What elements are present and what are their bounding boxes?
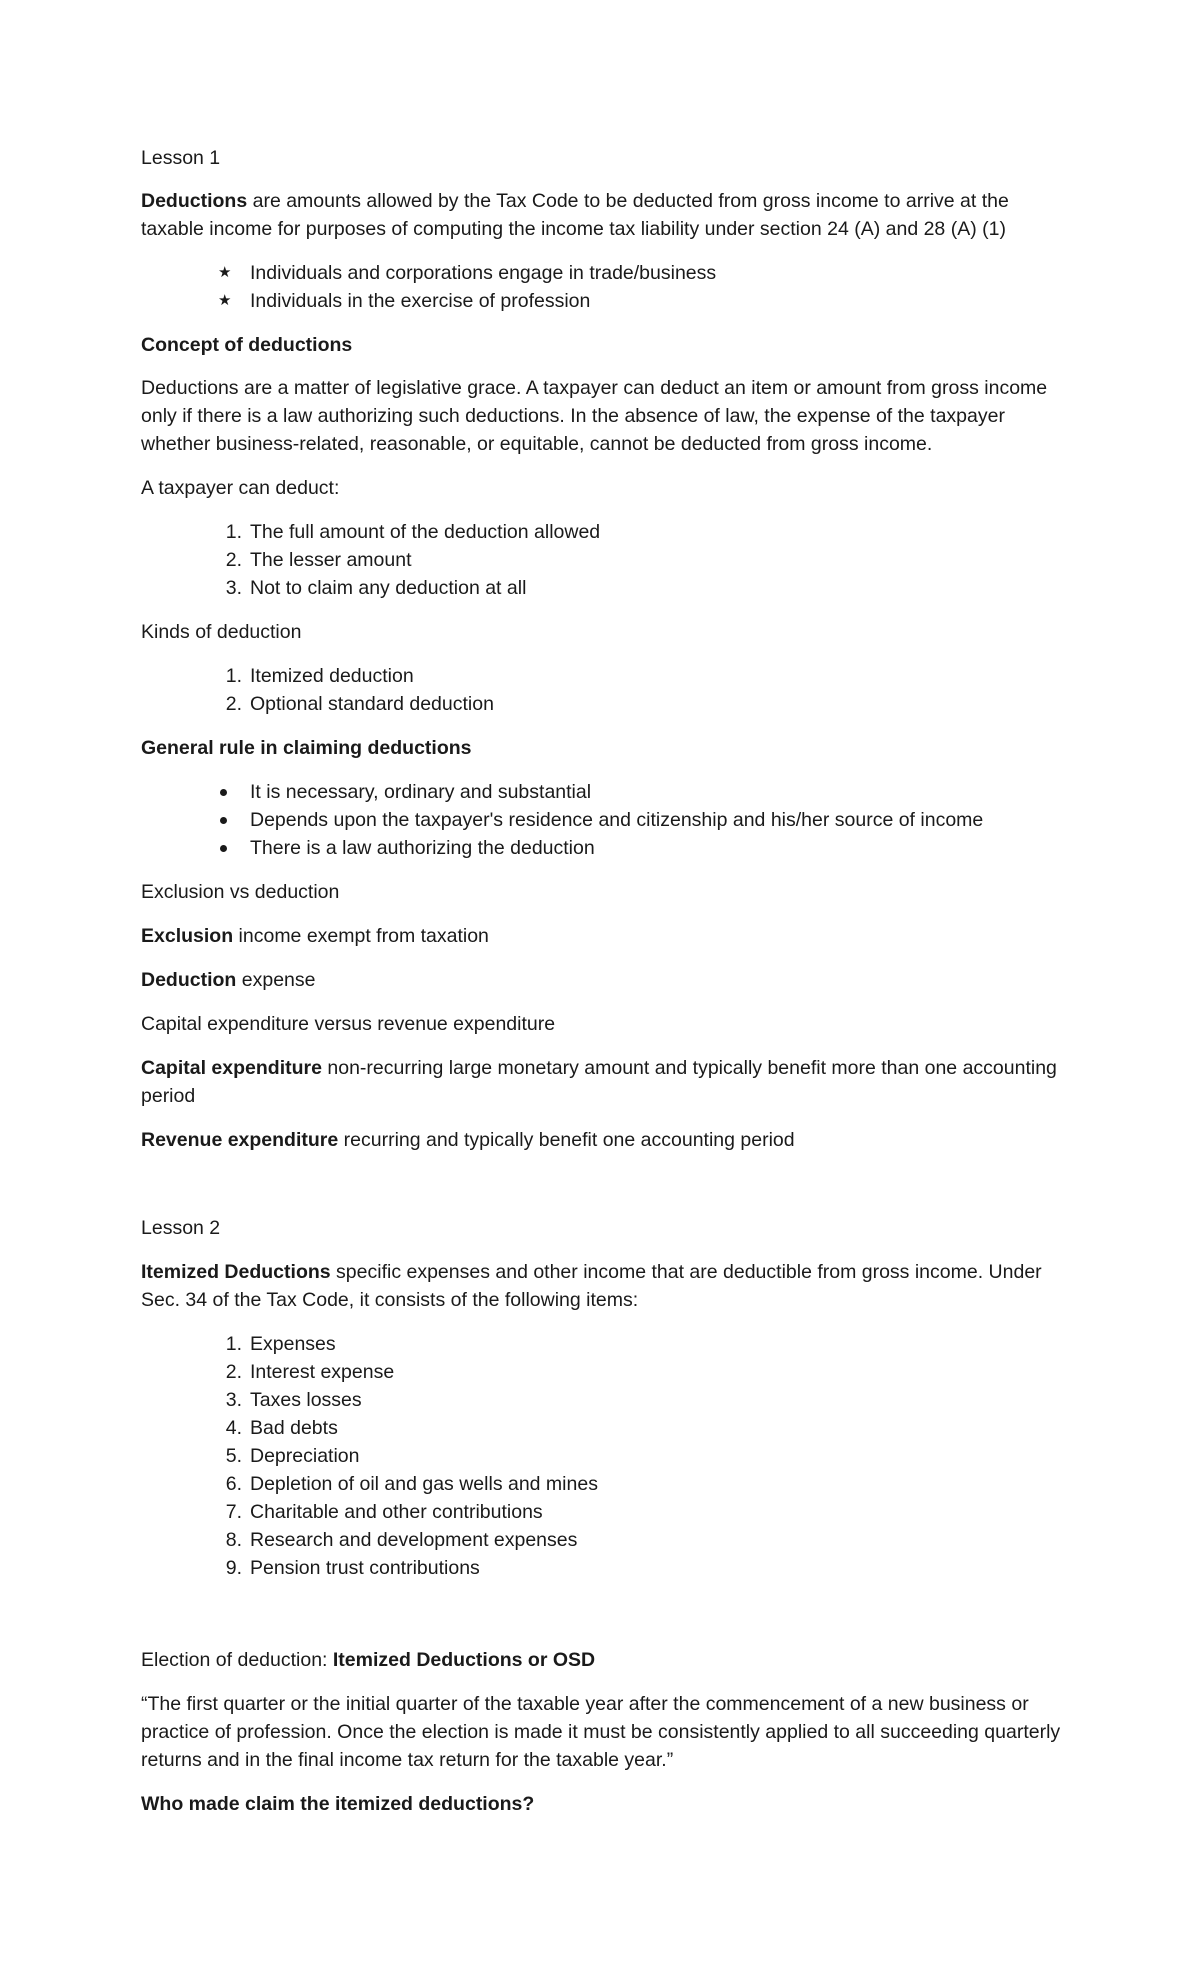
list-item: 3. Taxes losses — [225, 1389, 362, 1411]
exclusion-vs-heading: Exclusion vs deduction — [141, 881, 340, 903]
list-item: 2. Interest expense — [225, 1361, 395, 1383]
deductions-term: Deductions — [141, 190, 248, 212]
election-quote: “The first quarter or the initial quarter of the taxable year after the commencement of a new business or practice of profession. Once the election is made it must be consistently applied to all succeeding quarterly returns and in the final income tax return for the taxable year.” — [141, 1693, 1061, 1771]
capital-vs-heading: Capital expenditure versus revenue expenditure — [141, 1013, 556, 1035]
list-item: 1. Itemized deduction — [225, 665, 414, 687]
list-item: 8. Research and development expenses — [225, 1529, 578, 1551]
star-icon: ★ — [218, 292, 232, 309]
election-line: Election of deduction: Itemized Deductions or OSD — [141, 1649, 596, 1671]
concept-heading: Concept of deductions — [141, 334, 353, 356]
lesson-1-heading: Lesson 1 — [141, 147, 221, 169]
list-item: 9. Pension trust contributions — [225, 1557, 480, 1579]
list-item: It is necessary, ordinary and substantial — [250, 778, 1070, 806]
itemized-definition: Itemized Deductions specific expenses and other income that are deductible from gross income. Under Sec. 34 of the Tax Code, it consists of the following items: — [141, 1261, 1042, 1311]
revenue-definition: Revenue expenditure recurring and typically benefit one accounting period — [141, 1129, 795, 1151]
list-item: 1. Expenses — [225, 1333, 336, 1355]
list-item: 2. The lesser amount — [225, 549, 412, 571]
list-item: Depends upon the taxpayer's residence and citizenship and his/her source of income — [250, 806, 1070, 834]
capital-definition: Capital expenditure non-recurring large monetary amount and typically benefit more than one accounting period — [141, 1057, 1057, 1107]
exclusion-definition: Exclusion income exempt from taxation — [141, 925, 489, 947]
list-item: 1. The full amount of the deduction allowed — [225, 521, 601, 543]
concept-text: Deductions are a matter of legislative grace. A taxpayer can deduct an item or amount from gross income only if there is a law authorizing such deductions. In the absence of law, the expense of the taxpayer whether business-related, reasonable, or equitable, cannot be deducted from gross income. — [141, 377, 1048, 455]
itemized-list — [225, 1330, 1070, 1582]
bullet-icon — [220, 789, 227, 796]
kinds-list — [225, 662, 1070, 718]
who-heading: Who made claim the itemized deductions? — [141, 1793, 535, 1815]
lesson-2-heading: Lesson 2 — [141, 1217, 221, 1239]
general-rule-heading: General rule in claiming deductions — [141, 737, 472, 759]
list-item: There is a law authorizing the deduction — [250, 834, 1070, 862]
deductions-definition — [141, 187, 1071, 243]
general-rule-list — [250, 778, 1070, 862]
deductions-def-text: are amounts allowed by the Tax Code to be deducted from gross income to arrive at the taxable income for purposes of computing the income tax liability under section 24 (A) and 28 (A) (1) — [141, 190, 1009, 240]
list-item: ★ Individuals in the exercise of profession — [250, 287, 1070, 315]
list-item: 4. Bad debts — [225, 1417, 338, 1439]
list-item: 5. Depreciation — [225, 1445, 360, 1467]
bullet-icon — [220, 845, 227, 852]
can-deduct-heading: A taxpayer can deduct: — [141, 477, 340, 499]
bullet-icon — [220, 817, 227, 824]
star-icon: ★ — [218, 264, 232, 281]
deduction-definition: Deduction expense — [141, 969, 316, 991]
can-deduct-list — [225, 518, 1070, 602]
kinds-heading: Kinds of deduction — [141, 621, 302, 643]
list-item: 3. Not to claim any deduction at all — [225, 577, 527, 599]
list-item: ★ Individuals and corporations engage in trade/business — [250, 259, 1070, 287]
list-item: 6. Depletion of oil and gas wells and mines — [225, 1473, 598, 1495]
star-list — [218, 259, 1070, 315]
list-item: 7. Charitable and other contributions — [225, 1501, 543, 1523]
list-item: 2. Optional standard deduction — [225, 693, 494, 715]
